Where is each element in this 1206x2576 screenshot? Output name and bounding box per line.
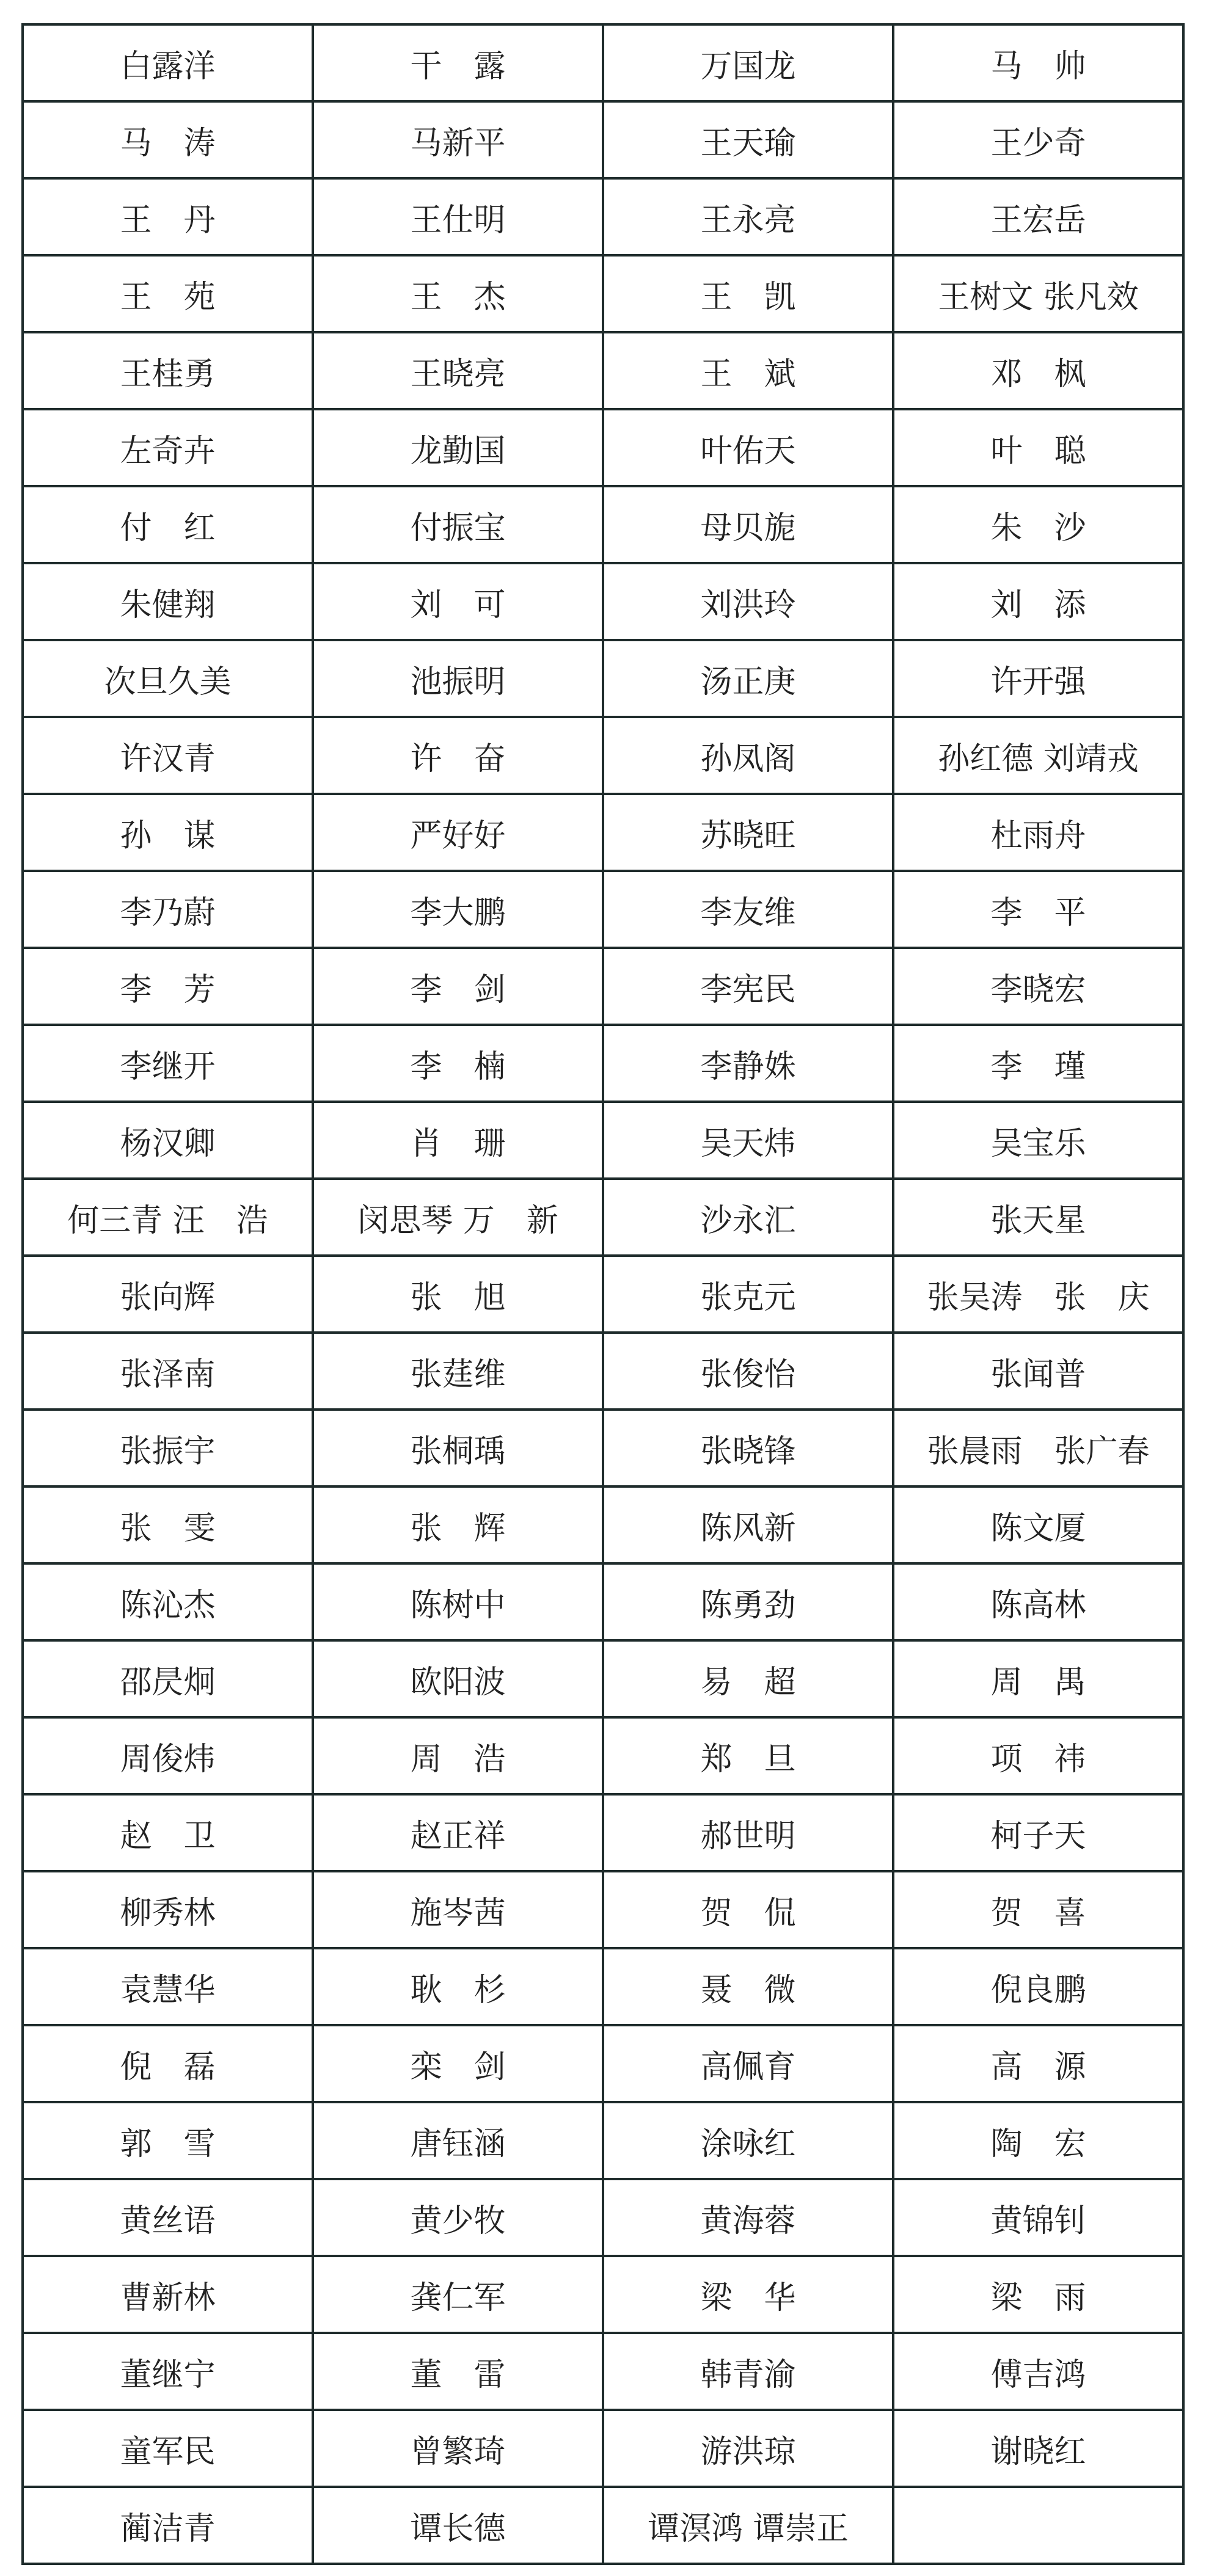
table-row [23,101,1183,178]
table-row [23,1486,1183,1563]
name-cell: 董继宁 [23,2333,313,2410]
table-row [23,948,1183,1025]
name-cell: 张 辉 [313,1486,603,1563]
name-cell: 易 超 [603,1640,893,1717]
name-cell: 马 涛 [23,101,313,178]
name-cell: 傅吉鸿 [893,2333,1183,2410]
name-cell: 蔺洁青 [23,2487,313,2564]
name-cell: 张桐瑀 [313,1410,603,1486]
name-cell: 邓 枫 [893,332,1183,409]
table-row [23,717,1183,794]
name-cell: 梁 雨 [893,2256,1183,2333]
table-row [23,332,1183,409]
name-cell: 袁慧华 [23,1948,313,2025]
name-cell: 付振宝 [313,486,603,563]
table-row [23,2179,1183,2256]
name-cell: 付 红 [23,486,313,563]
name-cell: 陈勇劲 [603,1563,893,1640]
table-row [23,1563,1183,1640]
name-cell: 聂 微 [603,1948,893,2025]
table-row [23,563,1183,640]
table-row [23,640,1183,717]
name-cell: 栾 剑 [313,2025,603,2102]
name-cell: 项 祎 [893,1717,1183,1794]
name-cell: 邵昃炯 [23,1640,313,1717]
name-cell: 李 平 [893,871,1183,948]
table-row [23,255,1183,332]
name-cell: 高 源 [893,2025,1183,2102]
name-cell: 游洪琼 [603,2410,893,2487]
name-cell: 黄少牧 [313,2179,603,2256]
name-cell: 唐钰涵 [313,2102,603,2179]
name-cell: 李 芳 [23,948,313,1025]
name-cell: 黄锦钊 [893,2179,1183,2256]
name-cell: 马新平 [313,101,603,178]
name-cell: 吴天炜 [603,1102,893,1179]
name-cell: 黄海蓉 [603,2179,893,2256]
name-cell: 王 凯 [603,255,893,332]
table-row [23,409,1183,486]
name-cell: 陈文厦 [893,1486,1183,1563]
name-cell: 许汉青 [23,717,313,794]
name-cell: 周 浩 [313,1717,603,1794]
name-cell: 韩青渝 [603,2333,893,2410]
name-cell: 张振宇 [23,1410,313,1486]
name-cell: 赵 卫 [23,1794,313,1871]
name-cell: 郭 雪 [23,2102,313,2179]
name-cell: 王 杰 [313,255,603,332]
table-row [23,871,1183,948]
table-row [23,1948,1183,2025]
names-table [21,23,1185,2565]
name-cell: 许开强 [893,640,1183,717]
name-cell: 龚仁军 [313,2256,603,2333]
name-cell: 李 楠 [313,1025,603,1102]
name-cell: 童军民 [23,2410,313,2487]
name-cell: 张莛维 [313,1333,603,1410]
name-cell: 梁 华 [603,2256,893,2333]
name-cell: 叶佑天 [603,409,893,486]
name-cell: 吴宝乐 [893,1102,1183,1179]
table-row [23,1256,1183,1333]
name-cell: 李静姝 [603,1025,893,1102]
name-cell: 赵正祥 [313,1794,603,1871]
table-row [23,2102,1183,2179]
name-cell: 倪 磊 [23,2025,313,2102]
name-cell: 李乃蔚 [23,871,313,948]
name-cell: 张 旭 [313,1256,603,1333]
name-cell: 郑 旦 [603,1717,893,1794]
name-cell: 李 剑 [313,948,603,1025]
name-cell: 张俊怡 [603,1333,893,1410]
name-cell: 次旦久美 [23,640,313,717]
name-cell: 陈高林 [893,1563,1183,1640]
name-cell: 汤正庚 [603,640,893,717]
table-row [23,1179,1183,1256]
name-cell: 黄丝语 [23,2179,313,2256]
table-row [23,2025,1183,2102]
name-cell: 贺 侃 [603,1871,893,1948]
name-cell: 朱健翔 [23,563,313,640]
name-cell: 张向辉 [23,1256,313,1333]
table-row [23,178,1183,255]
name-cell: 王 苑 [23,255,313,332]
name-cell: 李晓宏 [893,948,1183,1025]
name-cell: 肖 珊 [313,1102,603,1179]
name-cell: 叶 聪 [893,409,1183,486]
table-row [23,2410,1183,2487]
table-row [23,1025,1183,1102]
name-cell: 张晨雨 张广春 [893,1410,1183,1486]
name-cell: 龙勤国 [313,409,603,486]
name-cell: 陶 宏 [893,2102,1183,2179]
table-row [23,1717,1183,1794]
name-cell: 王仕明 [313,178,603,255]
name-cell: 母贝旎 [603,486,893,563]
name-cell: 欧阳波 [313,1640,603,1717]
table-row [23,1794,1183,1871]
name-cell: 苏晓旺 [603,794,893,871]
name-cell: 李继开 [23,1025,313,1102]
table-row [23,2487,1183,2564]
name-cell: 李宪民 [603,948,893,1025]
name-cell: 左奇卉 [23,409,313,486]
name-cell: 曹新林 [23,2256,313,2333]
name-cell: 施岑茜 [313,1871,603,1948]
name-cell: 孙 谋 [23,794,313,871]
name-cell: 王桂勇 [23,332,313,409]
name-cell: 马 帅 [893,24,1183,101]
name-cell: 涂咏红 [603,2102,893,2179]
name-cell: 郝世明 [603,1794,893,1871]
name-cell: 许 奋 [313,717,603,794]
name-cell: 王树文 张凡效 [893,255,1183,332]
name-cell: 柯子天 [893,1794,1183,1871]
name-cell: 张晓锋 [603,1410,893,1486]
name-cell: 贺 喜 [893,1871,1183,1948]
name-cell: 杜雨舟 [893,794,1183,871]
name-cell: 王永亮 [603,178,893,255]
name-cell: 池振明 [313,640,603,717]
name-cell: 何三青 汪 浩 [23,1179,313,1256]
name-cell: 张天星 [893,1179,1183,1256]
name-cell: 董 雷 [313,2333,603,2410]
name-cell [893,2487,1183,2564]
name-cell: 谭长德 [313,2487,603,2564]
name-cell: 王天瑜 [603,101,893,178]
name-cell: 李 瑾 [893,1025,1183,1102]
name-cell: 王少奇 [893,101,1183,178]
name-cell: 白露洋 [23,24,313,101]
name-cell: 谭溟鸿 谭崇正 [603,2487,893,2564]
table-row [23,24,1183,101]
name-cell: 刘 可 [313,563,603,640]
name-cell: 朱 沙 [893,486,1183,563]
name-cell: 王宏岳 [893,178,1183,255]
table-row [23,1333,1183,1410]
name-cell: 柳秀林 [23,1871,313,1948]
name-cell: 孙凤阁 [603,717,893,794]
name-cell: 刘 添 [893,563,1183,640]
name-cell: 王 斌 [603,332,893,409]
name-cell: 干 露 [313,24,603,101]
table-row [23,1871,1183,1948]
name-cell: 万国龙 [603,24,893,101]
name-cell: 王晓亮 [313,332,603,409]
table-row [23,1410,1183,1486]
table-row [23,1102,1183,1179]
name-cell: 孙红德 刘靖戎 [893,717,1183,794]
name-cell: 陈沁杰 [23,1563,313,1640]
name-cell: 周 禺 [893,1640,1183,1717]
name-cell: 李大鹏 [313,871,603,948]
name-cell: 陈树中 [313,1563,603,1640]
name-cell: 严好好 [313,794,603,871]
name-cell: 谢晓红 [893,2410,1183,2487]
table-row [23,486,1183,563]
name-cell: 沙永汇 [603,1179,893,1256]
name-cell: 张闻普 [893,1333,1183,1410]
name-cell: 杨汉卿 [23,1102,313,1179]
name-cell: 张克元 [603,1256,893,1333]
name-cell: 倪良鹏 [893,1948,1183,2025]
name-cell: 周俊炜 [23,1717,313,1794]
table-row [23,2333,1183,2410]
name-cell: 张吴涛 张 庆 [893,1256,1183,1333]
name-cell: 高佩育 [603,2025,893,2102]
name-cell: 陈风新 [603,1486,893,1563]
name-cell: 王 丹 [23,178,313,255]
name-cell: 刘洪玲 [603,563,893,640]
table-row [23,1640,1183,1717]
name-cell: 闵思琴 万 新 [313,1179,603,1256]
table-row [23,2256,1183,2333]
name-cell: 李友维 [603,871,893,948]
name-cell: 曾繁琦 [313,2410,603,2487]
name-cell: 张 雯 [23,1486,313,1563]
name-cell: 耿 杉 [313,1948,603,2025]
table-row [23,794,1183,871]
name-cell: 张泽南 [23,1333,313,1410]
